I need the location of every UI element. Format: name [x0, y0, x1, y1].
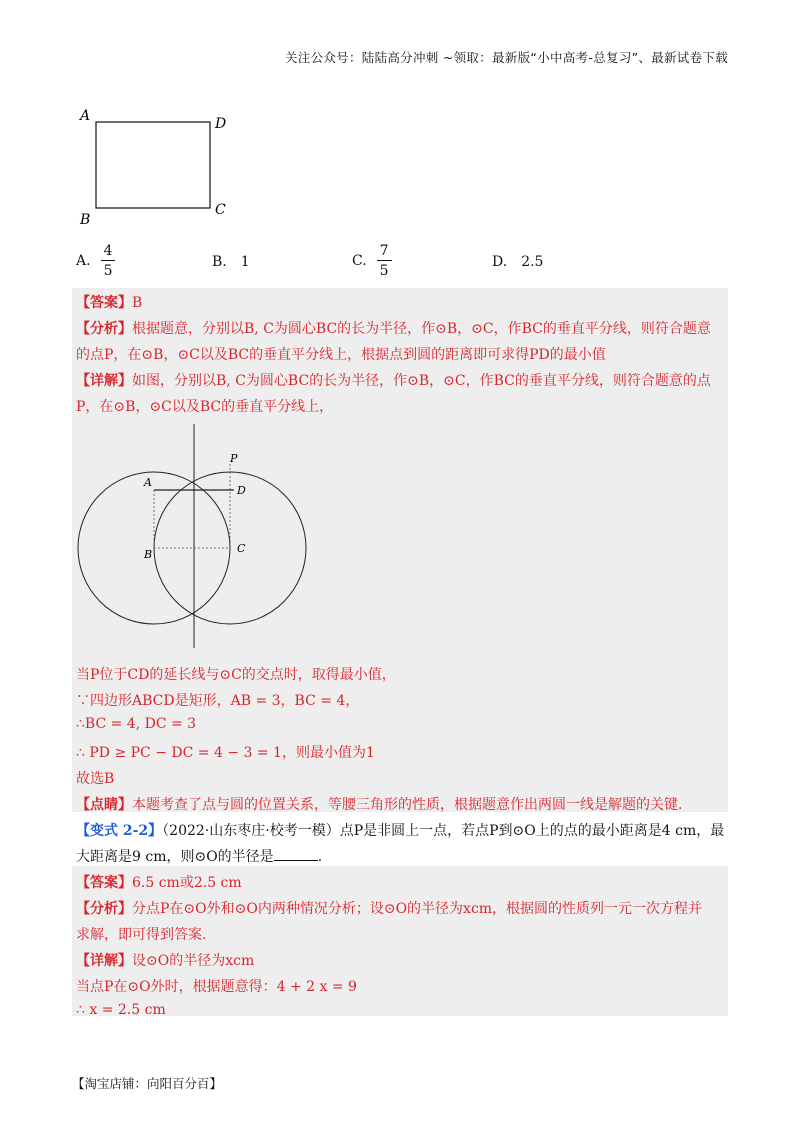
fraction: [377, 244, 392, 278]
answer-value: B: [132, 295, 143, 311]
q2-stem-line-1: [76, 820, 724, 840]
label-d: D: [237, 484, 246, 497]
detail-line-2: P，在⊙B，⊙C以及BC的垂直平分线上，: [76, 399, 334, 415]
q2-stem-text-1: （2022·山东枣庄·校考一模）点P是非圆上一点，若点P到⊙O上的点的最小距离是4 cm，最: [162, 823, 725, 839]
answer-label: 【答案】: [76, 295, 132, 311]
q2-answer-value: 6.5 cm或2.5 cm: [132, 875, 242, 891]
step-1: 当P位于CD的延长线与⊙C的交点时，取得最小值，: [76, 667, 396, 683]
label-b: B: [144, 548, 153, 561]
analysis-label: 【分析】: [76, 321, 132, 337]
q2-detail-line-3: ∴ x = 2.5 cm: [76, 1002, 166, 1018]
step-2: ∵四边形ABCD是矩形，AB = 3，BC = 4，: [76, 693, 360, 709]
comment-line: [76, 794, 682, 814]
two-circles-figure: [72, 420, 332, 660]
answer-choices: [76, 244, 716, 284]
choice-b: [212, 254, 250, 270]
label-d: D: [215, 116, 227, 132]
choice-c: [352, 244, 396, 278]
choice-letter: C.: [352, 253, 367, 269]
answer-line: [76, 292, 142, 312]
label-c: C: [237, 542, 246, 555]
choice-value: 1: [240, 254, 250, 270]
rectangle-abcd: [96, 122, 210, 208]
q2-stem-line-2: [76, 846, 322, 866]
numerator: 7: [377, 244, 392, 261]
rectangle-figure: [72, 100, 252, 230]
q2-analysis-text-1: 分点P在⊙O外和⊙O内两种情况分析；设⊙O的半径为xcm，根据圆的性质列一元一次方程并: [132, 901, 703, 917]
q2-detail-text-1: 设⊙O的半径为xcm: [132, 953, 255, 969]
label-c: C: [215, 202, 226, 218]
answer-blank: [274, 848, 318, 861]
q2-detail-label: 【详解】: [76, 953, 132, 969]
label-b: B: [80, 212, 91, 228]
q2-answer-label: 【答案】: [76, 875, 132, 891]
comment-label: 【点睛】: [76, 797, 132, 813]
choice-letter: D.: [492, 254, 508, 270]
q2-analysis-line-2: 求解，即可得到答案.: [76, 927, 207, 943]
comment-text: 本题考查了点与圆的位置关系，等腰三角形的性质，根据题意作出两圆一线是解题的关键.: [132, 797, 683, 813]
label-p: P: [230, 452, 238, 465]
detail-text-1: 如图，分别以B, C为圆心BC的长为半径，作⊙B，⊙C，作BC的垂直平分线，则符合题意的点: [132, 373, 711, 389]
analysis-line-2: 的点P，在⊙B，⊙C以及BC的垂直平分线上，根据点到圆的距离即可求得PD的最小值: [76, 347, 606, 363]
q2-detail-line-2: 当点P在⊙O外时，根据题意得：4 + 2 x = 9: [76, 979, 357, 995]
q2-answer-line: [76, 872, 242, 892]
choice-letter: B.: [212, 254, 227, 270]
q2-stem-text-2: 大距离是9 cm，则⊙O的半径是: [76, 849, 274, 865]
q2-analysis-label: 【分析】: [76, 901, 132, 917]
fraction: [101, 244, 116, 278]
choice-value: 2.5: [521, 254, 544, 270]
step-3: ∴BC = 4, DC = 3: [76, 716, 197, 732]
choice-a: [76, 244, 119, 278]
step-5: 故选B: [76, 771, 115, 787]
q2-detail-line-1: [76, 950, 254, 970]
numerator: 4: [101, 244, 116, 261]
choice-d: [492, 254, 543, 270]
variant-tag: 【变式 2-2】: [76, 823, 163, 839]
q2-stem-end: .: [317, 849, 323, 865]
q2-analysis-line-1: [76, 898, 702, 918]
label-a: A: [144, 476, 152, 489]
footer-note: 【淘宝店铺：向阳百分百】: [72, 1076, 223, 1091]
analysis-text-1: 根据题意，分别以B, C为圆心BC的长为半径，作⊙B，⊙C，作BC的垂直平分线，则符合题意: [132, 321, 711, 337]
denominator: 5: [103, 263, 113, 279]
header-note: 关注公众号：陆陆高分冲刺 ~领取：最新版“小中高考-总复习”、最新试卷下载: [284, 50, 728, 65]
detail-line-1: [76, 370, 711, 390]
denominator: 5: [379, 263, 389, 279]
detail-label: 【详解】: [76, 373, 132, 389]
step-4: ∴ PD ≥ PC − DC = 4 − 3 = 1，则最小值为1: [76, 745, 375, 761]
label-a: A: [80, 108, 91, 124]
choice-letter: A.: [76, 253, 91, 269]
analysis-line-1: [76, 318, 711, 338]
